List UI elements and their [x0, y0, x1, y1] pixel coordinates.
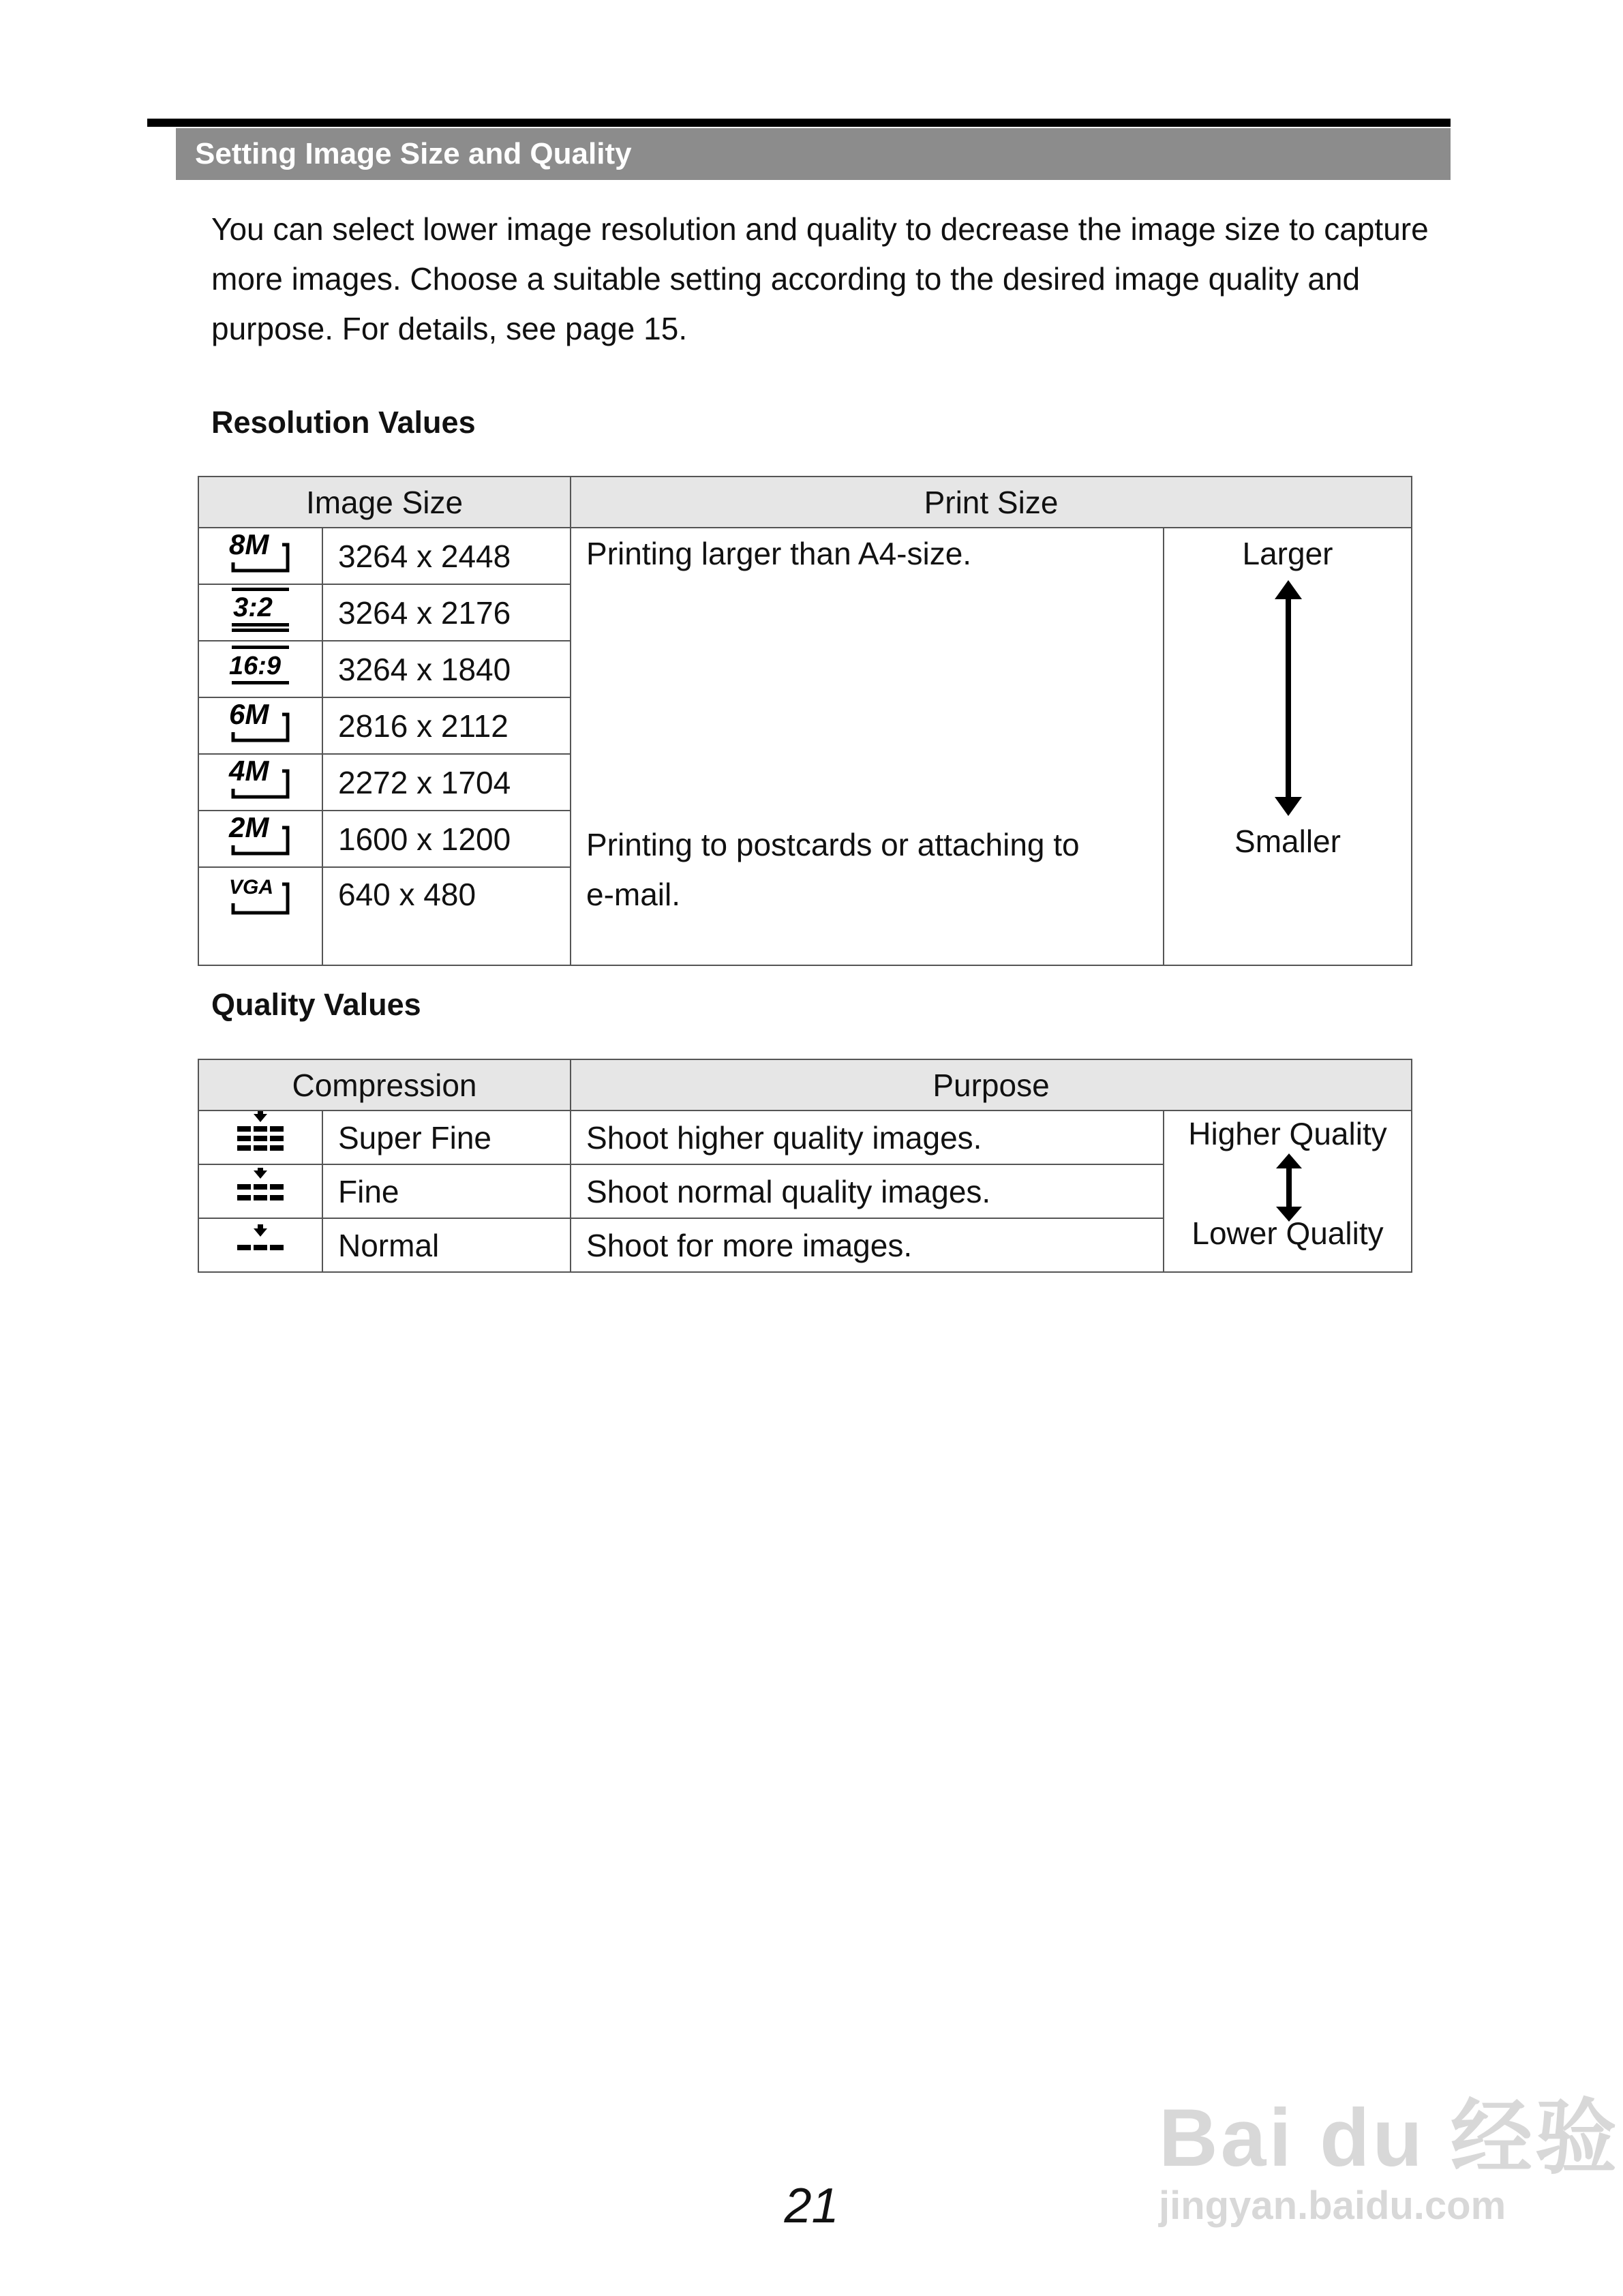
print-small-line: e-mail.: [586, 877, 681, 912]
watermark: [1159, 2072, 1620, 2229]
print-small-line: Printing to postcards or attaching to: [586, 827, 1080, 862]
quality-scale-top: Higher Quality: [1188, 1116, 1387, 1151]
intro-line: You can select lower image resolution and quality to decrease the image size to capture: [211, 211, 1429, 247]
super-fine-icon: [198, 1111, 322, 1164]
print-large-text: Printing larger than A4-size.: [586, 536, 972, 571]
resolution-heading: Resolution Values: [211, 405, 476, 440]
fine-icon: [198, 1164, 322, 1218]
intro-paragraph: [211, 205, 1459, 354]
resolution-3-2-icon: [198, 584, 322, 641]
resolution-6m-icon: [198, 697, 322, 754]
icon-label: 4M: [229, 755, 269, 787]
resolution-2m-icon: [198, 811, 322, 867]
page-number: 21: [784, 2179, 839, 2233]
compression-label: Normal: [322, 1218, 571, 1272]
resolution-4m-icon: [198, 754, 322, 811]
double-arrow-icon: [1261, 580, 1316, 816]
quality-table: [198, 1059, 1412, 1273]
purpose-text: Shoot normal quality images.: [571, 1164, 1164, 1218]
compression-label: Super Fine: [322, 1111, 571, 1164]
icon-label: 3:2: [233, 592, 273, 622]
icon-label: VGA: [229, 876, 274, 898]
resolution-value: 3264 x 2448: [322, 528, 571, 584]
scale-top-label: Larger: [1242, 536, 1333, 571]
print-small-text: [586, 820, 1145, 920]
scale-bottom-label: Smaller: [1234, 824, 1341, 859]
icon-label: 2M: [229, 811, 269, 843]
intro-line: purpose. For details, see page 15.: [211, 311, 688, 346]
header-purpose: Purpose: [571, 1059, 1412, 1111]
resolution-value: 640 x 480: [322, 867, 571, 965]
table-header-row: [198, 477, 1412, 528]
table-row: [198, 528, 1412, 584]
icon-label: 6M: [229, 698, 269, 730]
resolution-table: [198, 476, 1412, 966]
resolution-value: 3264 x 2176: [322, 584, 571, 641]
quality-scale-bottom: Lower Quality: [1192, 1215, 1384, 1251]
icon-label: 8M: [229, 528, 269, 560]
intro-line: more images. Choose a suitable setting according to the desired image quality and: [211, 261, 1361, 297]
double-arrow-icon: [1273, 1153, 1305, 1222]
header-compression: Compression: [198, 1059, 571, 1111]
quality-heading: Quality Values: [211, 987, 421, 1022]
normal-icon: [198, 1218, 322, 1272]
table-row: [198, 1111, 1412, 1164]
quality-scale-cell: [1164, 1111, 1412, 1272]
purpose-text: Shoot higher quality images.: [571, 1111, 1164, 1164]
table-header-row: [198, 1059, 1412, 1111]
resolution-value: 3264 x 1840: [322, 641, 571, 697]
header-image-size: Image Size: [198, 477, 571, 528]
print-size-cell: [571, 528, 1164, 965]
section-title: Setting Image Size and Quality: [176, 128, 1451, 180]
resolution-value: 1600 x 1200: [322, 811, 571, 867]
icon-label: 16:9: [229, 652, 282, 680]
resolution-8m-icon: [198, 528, 322, 584]
resolution-vga-icon: [198, 867, 322, 965]
compression-label: Fine: [322, 1164, 571, 1218]
top-rule: [147, 119, 1451, 127]
resolution-16-9-icon: [198, 641, 322, 697]
resolution-value: 2272 x 1704: [322, 754, 571, 811]
watermark-logo: Bai du 经验: [1159, 2092, 1620, 2184]
size-scale-cell: [1164, 528, 1412, 965]
purpose-text: Shoot for more images.: [571, 1218, 1164, 1272]
resolution-value: 2816 x 2112: [322, 697, 571, 754]
header-print-size: Print Size: [571, 477, 1412, 528]
watermark-url: jingyan.baidu.com: [1159, 2184, 1506, 2228]
